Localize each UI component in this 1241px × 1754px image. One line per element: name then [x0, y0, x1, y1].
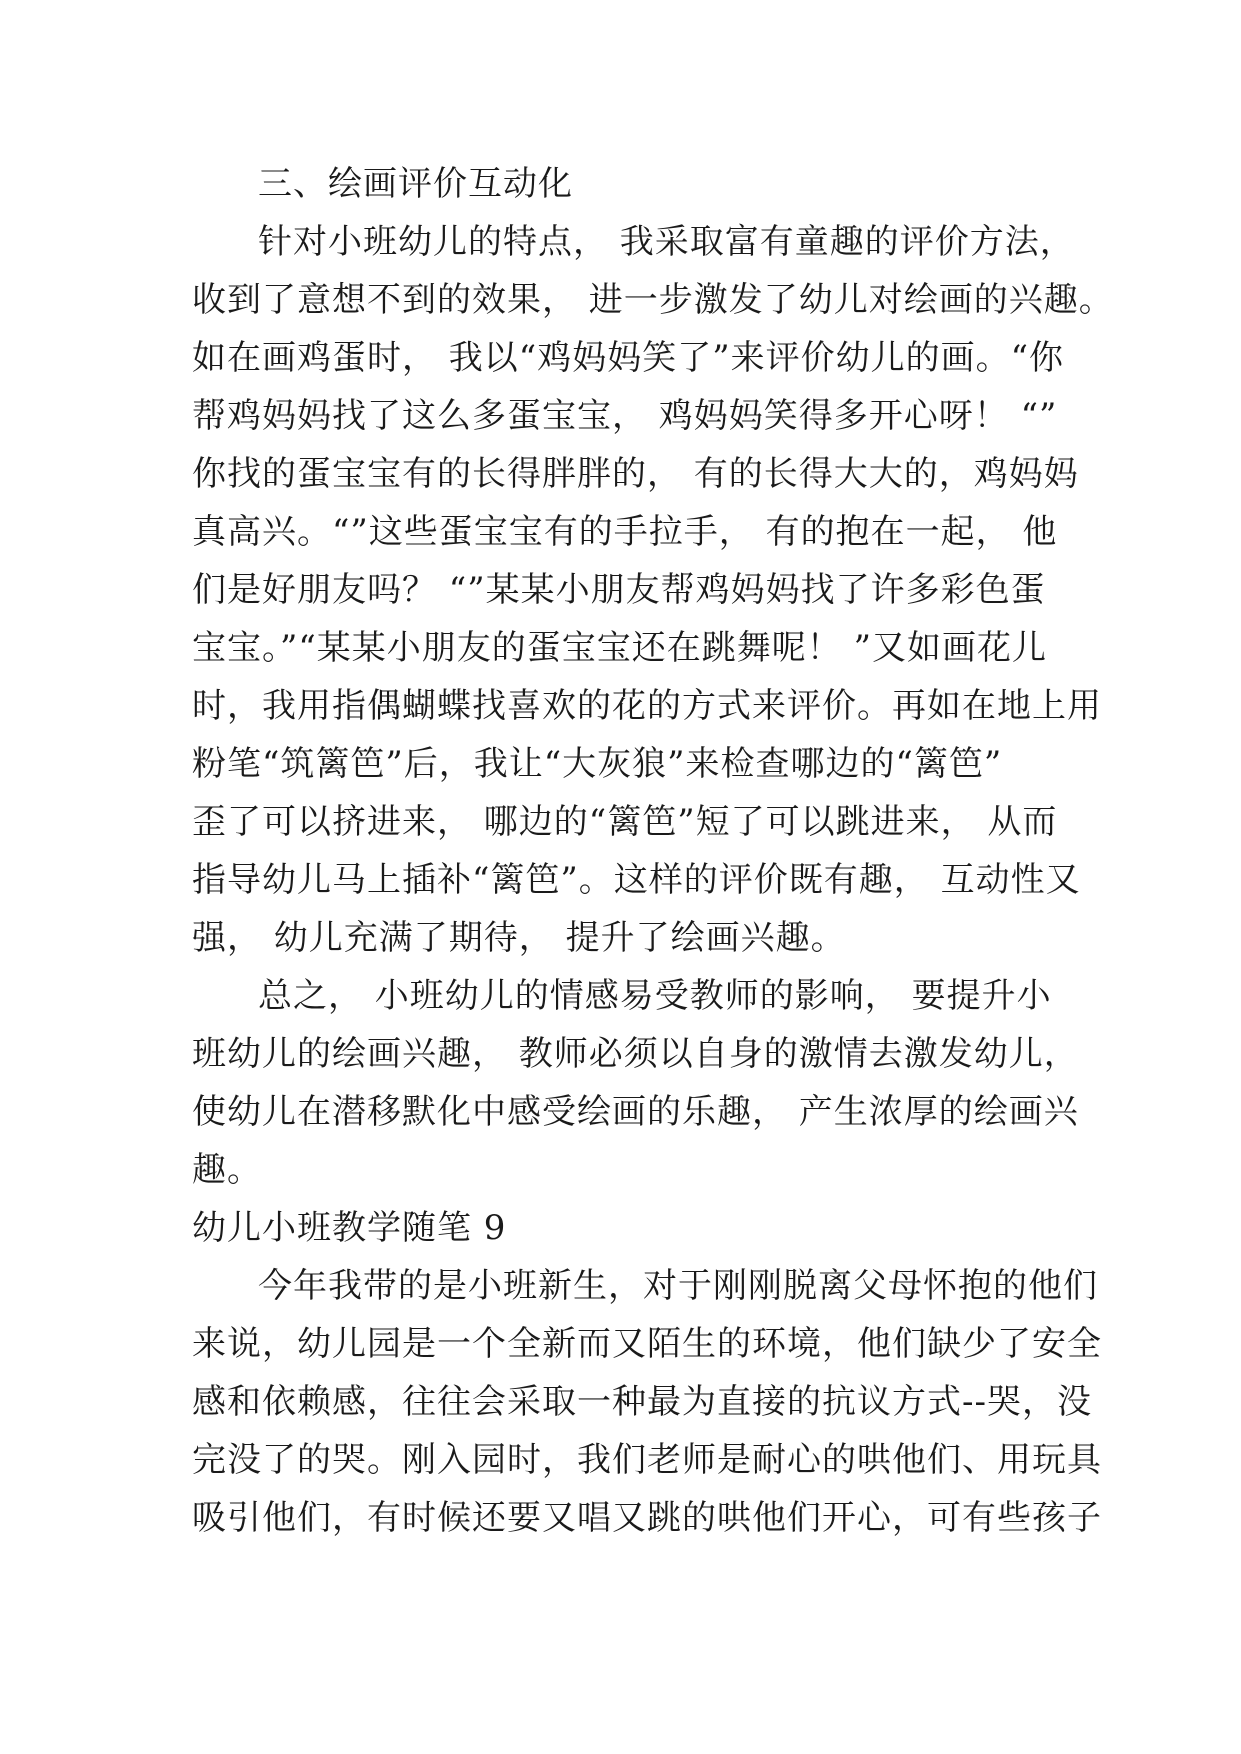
paragraph-line: 真高兴。“”这些蛋宝宝有的手拉手， 有的抱在一起， 他	[192, 512, 1058, 552]
paragraph-line: 总之， 小班幼儿的情感易受教师的影响， 要提升小	[258, 976, 1052, 1016]
paragraph-line: 针对小班幼儿的特点， 我采取富有童趣的评价方法，	[258, 222, 1075, 262]
paragraph-line: 们是好朋友吗？ “”某某小朋友帮鸡妈妈找了许多彩色蛋	[192, 570, 1046, 610]
paragraph-line: 歪了可以挤进来， 哪边的“篱笆”短了可以跳进来， 从而	[192, 802, 1058, 842]
paragraph-line: 来说，幼儿园是一个全新而又陌生的环境，他们缺少了安全	[192, 1324, 1102, 1364]
paragraph-line: 指导幼儿马上插补“篱笆”。这样的评价既有趣， 互动性又	[192, 860, 1081, 900]
paragraph-line: 如在画鸡蛋时， 我以“鸡妈妈笑了”来评价幼儿的画。“你	[192, 338, 1064, 378]
paragraph-line: 时，我用指偶蝴蝶找喜欢的花的方式来评价。再如在地上用	[192, 686, 1102, 726]
paragraph-line: 趣。	[192, 1150, 262, 1190]
paragraph-line: 使幼儿在潜移默化中感受绘画的乐趣， 产生浓厚的绘画兴	[192, 1092, 1079, 1132]
paragraph-line: 完没了的哭。刚入园时，我们老师是耐心的哄他们、用玩具	[192, 1440, 1102, 1480]
section-heading: 三、绘画评价互动化	[258, 164, 573, 204]
paragraph-line: 强， 幼儿充满了期待， 提升了绘画兴趣。	[192, 918, 846, 958]
paragraph-line: 宝宝。”“某某小朋友的蛋宝宝还在跳舞呢！ ”又如画花儿	[192, 628, 1047, 668]
article-title: 幼儿小班教学随笔 9	[192, 1208, 507, 1248]
paragraph-line: 今年我带的是小班新生，对于刚刚脱离父母怀抱的他们	[258, 1266, 1098, 1306]
paragraph-line: 粉笔“筑篱笆”后，我让“大灰狼”来检查哪边的“篱笆”	[192, 744, 1003, 784]
paragraph-line: 你找的蛋宝宝有的长得胖胖的， 有的长得大大的，鸡妈妈	[192, 454, 1079, 494]
paragraph-line: 感和依赖感，往往会采取一种最为直接的抗议方式--哭，没	[192, 1382, 1092, 1422]
paragraph-line: 收到了意想不到的效果， 进一步激发了幼儿对绘画的兴趣。	[192, 280, 1114, 320]
paragraph-line: 帮鸡妈妈找了这么多蛋宝宝， 鸡妈妈笑得多开心呀！ “”	[192, 396, 1058, 436]
paragraph-line: 班幼儿的绘画兴趣， 教师必须以自身的激情去激发幼儿，	[192, 1034, 1079, 1074]
paragraph-line: 吸引他们，有时候还要又唱又跳的哄他们开心，可有些孩子	[192, 1498, 1102, 1538]
